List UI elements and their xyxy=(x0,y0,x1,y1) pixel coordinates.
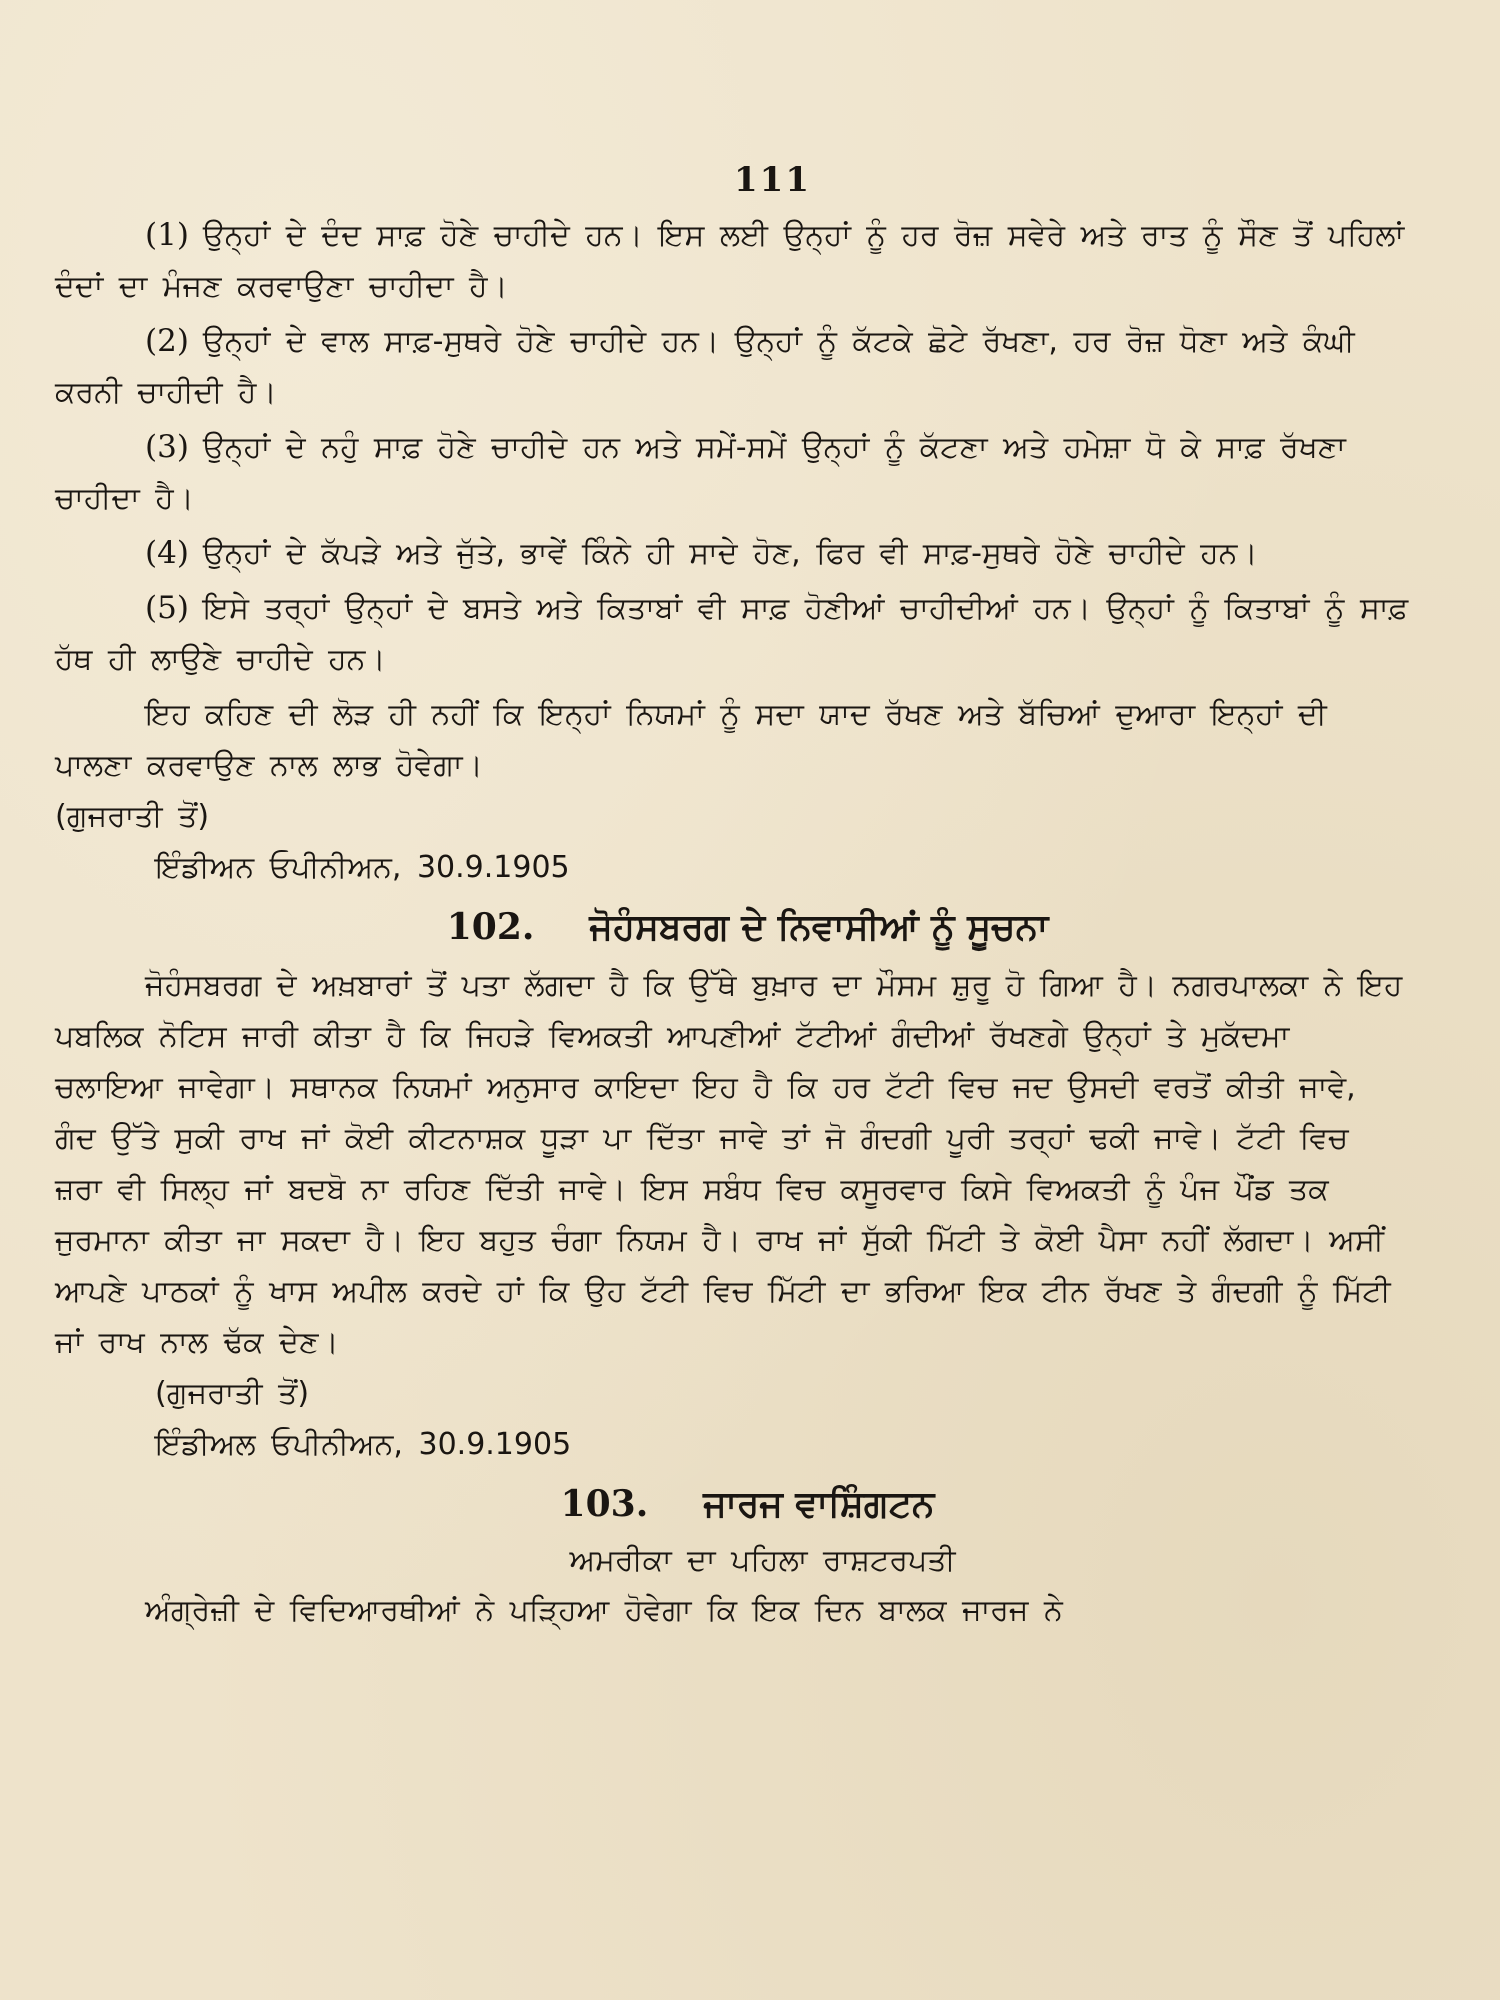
body-paragraph: ਜੋਹੰਸਬਰਗ ਦੇ ਅਖ਼ਬਾਰਾਂ ਤੋਂ ਪਤਾ ਲੱਗਦਾ ਹੈ ਕਿ ਉੱਥੇ ਬੁਖ਼ਾਰ ਦਾ ਮੌਸਮ ਸ਼ੁਰੂ ਹੋ ਗਿਆ ਹੈ। ਨਗਰਪਾਲਕਾ ਨੇ ਇਹ ਪਬਲਿਕ ਨੋਟਿਸ ਜਾਰੀ ਕੀਤਾ ਹੈ ਕਿ ਜਿਹੜੇ ਵਿਅਕਤੀ ਆਪਣੀਆਂ ਟੱਟੀਆਂ ਗੰਦੀਆਂ ਰੱਖਣਗੇ ਉਨ੍ਹਾਂ ਤੇ ਮੁਕੱਦਮਾ ਚਲਾਇਆ ਜਾਵੇਗਾ। ਸਥਾਨਕ ਨਿਯਮਾਂ ਅਨੁਸਾਰ ਕਾਇਦਾ ਇਹ ਹੈ ਕਿ ਹਰ ਟੱਟੀ ਵਿਚ ਜਦ ਉਸਦੀ ਵਰਤੋਂ ਕੀਤੀ ਜਾਵੇ, ਗੰਦ ਉੱਤੇ ਸੁਕੀ ਰਾਖ ਜਾਂ ਕੋਈ ਕੀਟਨਾਸ਼ਕ ਧੂੜਾ ਪਾ ਦਿੱਤਾ ਜਾਵੇ ਤਾਂ ਜੋ ਗੰਦਗੀ ਪੂਰੀ ਤਰ੍ਹਾਂ ਢਕੀ ਜਾਵੇ। ਟੱਟੀ ਵਿਚ ਜ਼ਰਾ ਵੀ ਸਿਲ੍ਹ ਜਾਂ ਬਦਬੋ ਨਾ ਰਹਿਣ ਦਿੱਤੀ ਜਾਵੇ। ਇਸ ਸਬੰਧ ਵਿਚ ਕਸੂਰਵਾਰ ਕਿਸੇ ਵਿਅਕਤੀ ਨੂੰ ਪੰਜ ਪੌਂਡ ਤਕ ਜੁਰਮਾਨਾ ਕੀਤਾ ਜਾ ਸਕਦਾ ਹੈ। ਇਹ ਬਹੁਤ ਚੰਗਾ ਨਿਯਮ ਹੈ। ਰਾਖ ਜਾਂ ਸੁੱਕੀ ਮਿੱਟੀ ਤੇ ਕੋਈ ਪੈਸਾ ਨਹੀਂ ਲੱਗਦਾ। ਅਸੀਂ ਆਪਣੇ ਪਾਠਕਾਂ ਨੂੰ ਖਾਸ ਅਪੀਲ ਕਰਦੇ ਹਾਂ ਕਿ ਉਹ ਟੱਟੀ ਵਿਚ ਮਿੱਟੀ ਦਾ ਭਰਿਆ ਇਕ ਟੀਨ ਰੱਖਣ ਤੇ ਗੰਦਗੀ ਨੂੰ ਮਿੱਟੀ ਜਾਂ ਰਾਖ ਨਾਲ ਢੱਕ ਦੇਣ। xyxy=(55,968,1403,1360)
list-item-number: (5) xyxy=(145,590,189,626)
source-language: (ਗੁਜਰਾਤੀ ਤੋਂ) xyxy=(55,799,210,834)
section-number: 102. xyxy=(446,906,535,948)
list-item xyxy=(55,583,1410,685)
closing-paragraph: ਇਹ ਕਹਿਣ ਦੀ ਲੋੜ ਹੀ ਨਹੀਂ ਕਿ ਇਨ੍ਹਾਂ ਨਿਯਮਾਂ ਨੂੰ ਸਦਾ ਯਾਦ ਰੱਖਣ ਅਤੇ ਬੱਚਿਆਂ ਦੁਆਰਾ ਇਨ੍ਹਾਂ ਦੀ ਪਾਲਣਾ ਕਰਵਾਉਣ ਨਾਲ ਲਾਭ ਹੋਵੇਗਾ। xyxy=(55,697,1327,783)
section-heading xyxy=(85,1476,1410,1533)
list-item-number: (4) xyxy=(145,535,189,571)
section-heading xyxy=(85,899,1410,956)
list-item-text: ਉਨ੍ਹਾਂ ਦੇ ਵਾਲ ਸਾਫ਼-ਸੁਥਰੇ ਹੋਣੇ ਚਾਹੀਦੇ ਹਨ। ਉਨ੍ਹਾਂ ਨੂੰ ਕੱਟਕੇ ਛੋਟੇ ਰੱਖਣਾ, ਹਰ ਰੋਜ਼ ਧੋਣਾ ਅਤੇ ਕੰਘੀ ਕਰਨੀ ਚਾਹੀਦੀ ਹੈ। xyxy=(55,324,1355,410)
section-101-list xyxy=(55,210,1410,685)
list-item-text: ਉਨ੍ਹਾਂ ਦੇ ਦੰਦ ਸਾਫ਼ ਹੋਣੇ ਚਾਹੀਦੇ ਹਨ। ਇਸ ਲਈ ਉਨ੍ਹਾਂ ਨੂੰ ਹਰ ਰੋਜ਼ ਸਵੇਰੇ ਅਤੇ ਰਾਤ ਨੂੰ ਸੌਣ ਤੋਂ ਪਹਿਲਾਂ ਦੰਦਾਂ ਦਾ ਮੰਜਣ ਕਰਵਾਉਣਾ ਚਾਹੀਦਾ ਹੈ। xyxy=(55,218,1405,304)
section-title: ਜੋਹੰਸਬਰਗ ਦੇ ਨਿਵਾਸੀਆਂ ਨੂੰ ਸੂਚਨਾ xyxy=(589,907,1049,948)
list-item xyxy=(55,316,1410,418)
section-title: ਜਾਰਜ ਵਾਸ਼ਿੰਗਟਨ xyxy=(703,1484,935,1525)
body-paragraph: ਅੰਗ੍ਰੇਜ਼ੀ ਦੇ ਵਿਦਿਆਰਥੀਆਂ ਨੇ ਪੜ੍ਹਿਆ ਹੋਵੇਗਾ ਕਿ ਇਕ ਦਿਨ ਬਾਲਕ ਜਾਰਜ ਨੇ xyxy=(145,1593,1063,1628)
list-item xyxy=(55,528,1410,579)
list-item-number: (1) xyxy=(145,217,189,253)
source-publication: ਇੰਡੀਅਲ ਓਪੀਨੀਅਨ, 30.9.1905 xyxy=(155,1427,572,1462)
list-item xyxy=(55,422,1410,524)
page-number: 111 xyxy=(734,160,811,200)
list-item-number: (2) xyxy=(145,323,189,359)
source-publication: ਇੰਡੀਅਨ ਓਪੀਨੀਅਨ, 30.9.1905 xyxy=(155,850,570,885)
list-item-number: (3) xyxy=(145,429,189,465)
list-item-text: ਉਨ੍ਹਾਂ ਦੇ ਨਹੁੰ ਸਾਫ਼ ਹੋਣੇ ਚਾਹੀਦੇ ਹਨ ਅਤੇ ਸਮੇਂ-ਸਮੇਂ ਉਨ੍ਹਾਂ ਨੂੰ ਕੱਟਣਾ ਅਤੇ ਹਮੇਸ਼ਾ ਧੋ ਕੇ ਸਾਫ਼ ਰੱਖਣਾ ਚਾਹੀਦਾ ਹੈ। xyxy=(55,430,1346,516)
list-item-text: ਉਨ੍ਹਾਂ ਦੇ ਕੱਪੜੇ ਅਤੇ ਜੁੱਤੇ, ਭਾਵੇਂ ਕਿੰਨੇ ਹੀ ਸਾਦੇ ਹੋਣ, ਫਿਰ ਵੀ ਸਾਫ਼-ਸੁਥਰੇ ਹੋਣੇ ਚਾਹੀਦੇ ਹਨ। xyxy=(202,536,1258,571)
list-item-text: ਇਸੇ ਤਰ੍ਹਾਂ ਉਨ੍ਹਾਂ ਦੇ ਬਸਤੇ ਅਤੇ ਕਿਤਾਬਾਂ ਵੀ ਸਾਫ਼ ਹੋਣੀਆਂ ਚਾਹੀਦੀਆਂ ਹਨ। ਉਨ੍ਹਾਂ ਨੂੰ ਕਿਤਾਬਾਂ ਨੂੰ ਸਾਫ਼ ਹੱਥ ਹੀ ਲਾਉਣੇ ਚਾਹੀਦੇ ਹਨ। xyxy=(55,591,1409,677)
list-item xyxy=(55,210,1410,312)
section-number: 103. xyxy=(560,1483,649,1525)
source-language: (ਗੁਜਰਾਤੀ ਤੋਂ) xyxy=(155,1376,310,1411)
section-subtitle: ਅਮਰੀਕਾ ਦਾ ਪਹਿਲਾ ਰਾਸ਼ਟਰਪਤੀ xyxy=(569,1543,956,1578)
